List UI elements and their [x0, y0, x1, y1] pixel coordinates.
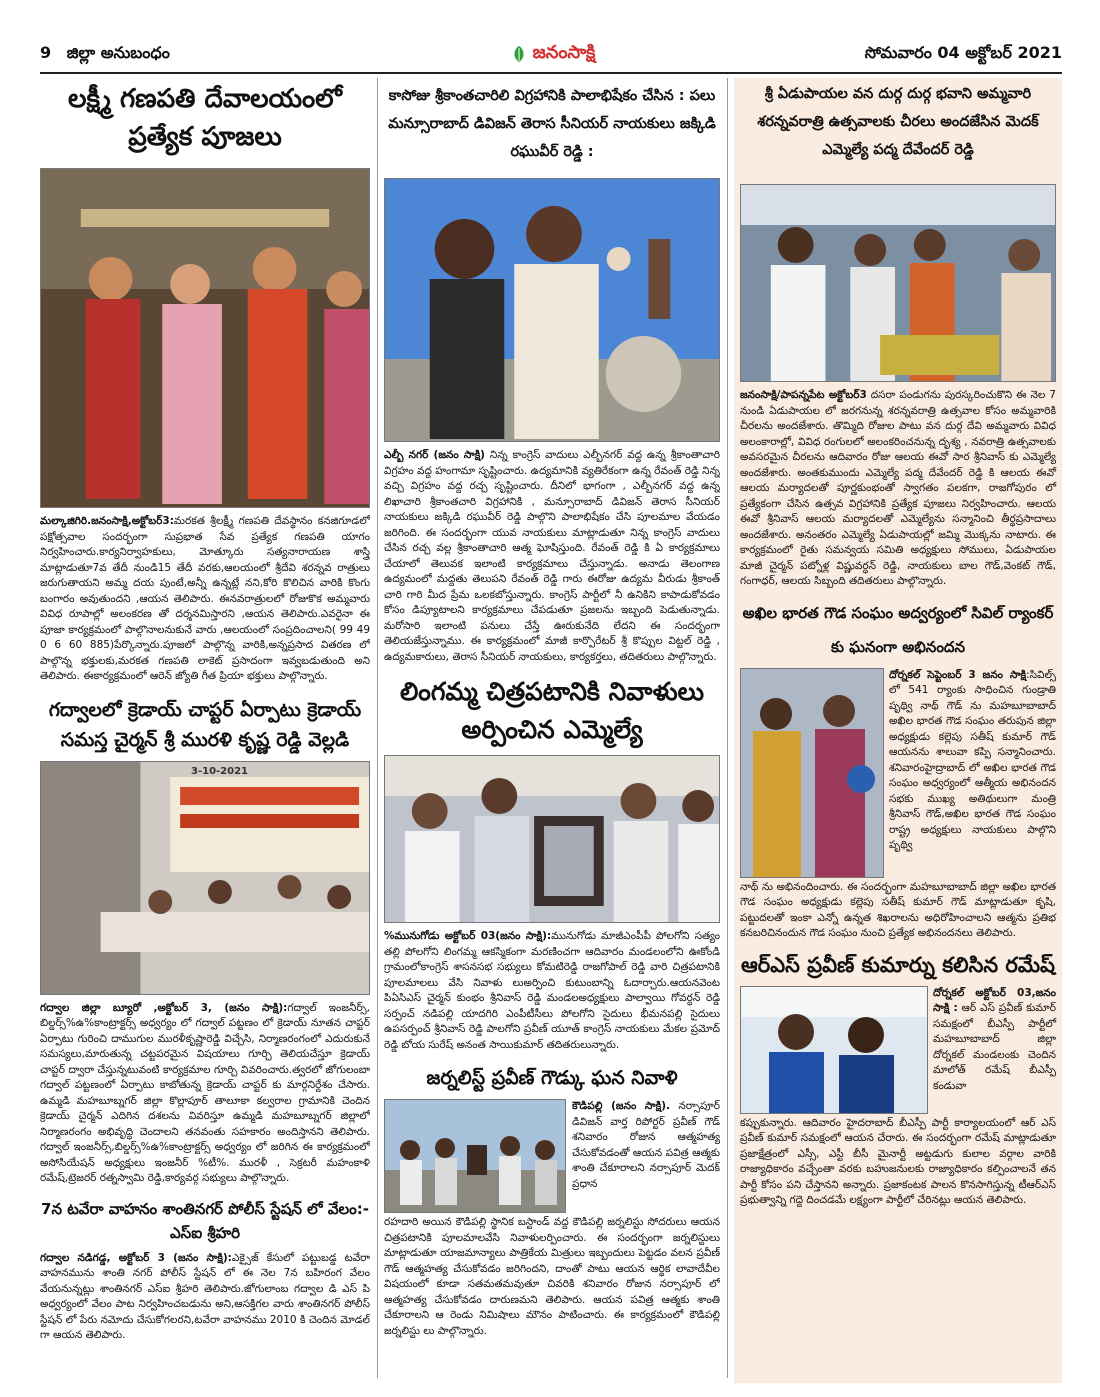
article-text: ఎక్సైజ్ కేసులో పట్టుబడ్డ టవేరా వాహనమును శాంతి నగర్ పోలీస్ స్టేషన్ లో ఈ నెల 7న బహిరంగ వేలం వేయనున్నట్లు శాంతినగర్ ఎస్ఐ శ్రీహరి తెలిపారు.జోగులాంబ గద్వాల డి ఎస్ పి అధ్వర్యంలో వేలం పాట నిర్వహించబడును అని,ఆసక్తిగల వారు శాంతినగర్ పోలీస్ స్టేషన్ లో పేరు నమోదు చేసుకోగలరని,టవేరా వాహనము 2010 కి చెందిన మోడల్ గా ఆయన తెలిపారు.: [40, 1251, 370, 1341]
article-text: నిన్న కాంగ్రెస్ వాదులు ఎల్బీనగర్ వద్ద ఉన్న శ్రీకాంతాచారి విగ్రహం వద్ద హంగామా సృష్టించారు. ఉద్యమానికి వ్యతిరేకంగా ఉన్న రేవంత్ రెడ్డి నిన్న వచ్చి విగ్రహం వద్ద రచ్చ సృష్టించారు. దీనిలో భాగంగా , ఎల్బీనగర్ వద్ద ఉన్న లిఖాచారి శ్రీకాంతచారి విగ్రహానికి , మన్సూరాబాద్ డివిజన్ తెరాస సీనియర్ నాయకులు జక్కిడి రఘువీర్ రెడ్డి పాల్గొని పాలాభిషేకం చేసి పూలమాల వేయడం జరిగింది. ఈ సందర్భంగా యువ నాయకులు మాట్లాడుతూ నిన్న కాంగ్రెస్ వాదులు చేసిన రచ్చ వల్ల శ్రీకాంతాచారి ఆత్మ ఘోషిస్తుంది. రేవంత్ రెడ్డి కి ఏ కార్యక్రమాలు చేయాలో తెలువక ఇలాంటి కార్యక్రమాలు చేస్తున్నాడు. అనాడు తెలంగాణ ఉద్యమంలో మద్దతు తెలుపని రేవంత్ రెడ్డి గారు ఈరోజు ఉద్యమ వీరుడు శ్రీకాంత్ చారి గారి మీద ప్రేమ ఒలకబోస్తున్నారు. కాంగ్రెస్ పార్టీలో నీ ఉనికిని కాపాడుకోవడం కోసం డిప్యూటాలని కార్యక్రమాలు చేపడుతూ ప్రజలను ఇబ్బంది పెడుతున్నాడు. మరోసారి ఇలాంటి పనులు చేస్తే ఊరుకునేది లేదని ఈ సందర్భంగా తెలియజేస్తున్నాము. ఈ కార్యక్రమంలో మాజీ కార్పొరేటర్ శ్రీ కొప్పుల విట్టల్ రెడ్డి , ఉద్యమకారులు, తెరాస సీనియర్ నాయకులు, కార్యకర్తలు, తదితరులు పాల్గొన్నారు.: [384, 449, 720, 663]
article-dateline: జనంసాక్షి/పాపన్నపేట అక్టోబర్3: [740, 389, 867, 401]
article-headline: ఆర్ఎస్ ప్రవీణ్ కుమార్ను కలిసిన రమేష్: [740, 952, 1056, 977]
column-right: [734, 78, 1062, 1383]
article-text: మునుగోడు మాజీఎంపీపీ పోలగోని సత్యం తల్లి పోలగోని లింగమ్మ ఆకస్మికంగా మరణించగా ఆదివారం మండలంలోని ఊకోండి గ్రామంలోకాంగ్రెస్ శాసనసభ సభ్యులు కోమటిరెడ్డి రాజగోపాల్ రెడ్డి వారి చిత్రపటానికి పూలమాలలు వేసి నివాళు లుఅర్పించి కుటుంబాన్ని ఓదార్చారు.ఆయనవెంట పిఏసిఎస్ చైర్మన్ కుంభం శ్రీనివాస్ రెడ్డి మండలఅధ్యక్షులు పాల్వాయి గోవర్ధన్ రెడ్డి సర్పంచ్ నడిపల్లి యాదగిరి ఎంపీటీసీలు పోలగోని సైదులు భీమనపల్లి సైదులు ఉపసర్పంచ్ శ్రీనివాస్ రెడ్డి పాలగోని ప్రవీణ్ యూత్ కాంగ్రెస్ నాయకులు మేకల ప్రమోద్ రెడ్డి బోయ సురేష్ అనంత సాయికుమార్ తదితరులున్నారు.: [384, 930, 720, 1051]
credai-meeting-photo: [40, 761, 370, 995]
article-body: [740, 1116, 1056, 1209]
article-headline: లక్ష్మీ గణపతి దేవాలయంలో ప్రత్యేక పూజలు: [68, 84, 342, 152]
page-number: 9: [40, 43, 52, 62]
paper-logo: [492, 38, 612, 70]
article-text: రహదారి అయిన కౌడిపల్లి స్థానిక బస్టాండ్ వద్ద కౌడిపల్లి జర్నలిస్టు సోదరులు ఆయన చిత్రపటానికి పూలమాలవేసి నివాళులర్పించారు. ఈ సందర్భంగా జర్నలిస్టులు మాట్లాడుతూ యాజమాన్యాలు పాత్రికేయ మిత్రులు ఇబ్బందులు పెట్టడం వలన ప్రవీణ్ గౌడ్ ఆత్మహత్య చేసుకోవడం జరిగిందని, దాంతో పాటు ఆయన ఆర్థిక లావాదేవీల విషయంలో కూడా సతమతమవుతూ చివరికి శనివారం రోజున నర్సాపూర్ లో ఆత్మహత్య చేసుకోవడం దారుణమని తెలిపారు. ఆయన పవిత్ర ఆత్మకు శాంతి చేకూరాలని ఆ రెండు నిమిషాలు మౌనం పాటించారు. ఈ కార్యక్రమంలో కౌడిపల్లి జర్నలిస్టు లు పాల్గొన్నారు.: [384, 1216, 720, 1337]
article-body: [384, 448, 720, 665]
article-text: మరకత శ్రీలక్ష్మీ గణపతి దేవస్థానం కనజిగూడలో పక్షోత్సవాల సందర్భంగా సుప్రభాత సేవ ప్రత్యేక గణపతి యాగం నిర్వహించారు.కార్యనిర్వాహకులు, మోత్కూరు సత్యనారాయణ శాస్త్రి మాట్లాడుతూ7వ తేదీ నుండి15 తేదీ వరకు,ఆలయంలో శ్రీదేవి శరన్నవ రాత్రులు జరుగుతాయని అమ్మ దయ పుంటే,అన్నీ ఉన్నట్లే నని,కోరి కొలిచిన వారికి కొంగు బంగారం అవుతుందని ,ఆయన తెలిపారు. ఈనవరాత్రులలో రోజుకొక అమ్మవారు వివిధ రూపాల్లో అలంకరణ తో దర్శనమిస్తారని ,ఆయన తెలిపారు.ఎవరైనా ఈ పూజా కార్యక్రమంలో పాల్గొనాలనుకునే వారు ,ఆలయంలో సంప్రదించాలని( 99 49 0 6 60 885)పేర్కొన్నారు.పూజలో పాల్గొన్న వారికి,అన్నప్రసాద వితరణ లో పాల్గొన్న భక్తులకు,మరకత గణపతి లాకెట్ ప్రసాదంగా ఇవ్వబడుతుంది అని తెలిపారు. ఈకార్యక్రమంలో ఆరెన్ జ్యోతి గీత ప్రియా భక్తులు పాల్గొన్నారు.: [40, 515, 370, 682]
masthead: [40, 40, 1062, 70]
journalists-tribute-photo: [384, 1099, 566, 1213]
article-block: [384, 1099, 720, 1213]
tribute-photo: [384, 755, 720, 923]
article-dateline: దోర్నకల్ సెప్టెంబర్ 3 జనం సాక్షి: [889, 668, 1027, 681]
column-divider: [377, 78, 378, 1378]
issue-date: సోమవారం 04 అక్టోబర్ 2021: [864, 43, 1062, 62]
article-headline: శ్రీ ఏడుపాయల వన దుర్గ దుర్గ భవాని అమ్మవారి శరన్నవరాత్రి ఉత్సవాలకు చీరలు అందజేసిన మెదక్ ఎమ్మెల్యే పద్మ దేవేందర్ రెడ్డి: [757, 86, 1039, 158]
article-text: గద్వాల్ ఇంజనీర్స్, బిల్డర్స్%ఉ%కాంట్రాక్టర్స్ అధ్వర్యం లో గద్వాల్ పట్టణం లో క్రెడాయ్ నూతన చాప్టర్ ఏర్పాటు గురించి దాముగుల మురళీకృష్ణారెడ్డి విచ్చేసి, నిర్మాణరంగంలో ఎదురుకునే సమస్యలు,మారుతున్న చట్టపరమైన విషయాలు గూర్చి తెలియచేస్తూ క్రెడాయ్ చాప్టర్ ద్వారా చేస్తున్నటువంటి కార్యక్రమాల గూర్చి వివరించారు.త్వరలో జోగులంబా గద్వాల్ పట్టణంలో ఏర్పాటు కాబోతున్న క్రెడాయ్ చాప్టర్ కు మార్గనిర్దేశం చేసారు. ఉమ్మడి మహబూబ్నగర్ జిల్లా కొల్లాపూర్ తాలూకా కల్వరాల గ్రామానికి చెందిన క్రెడాయ్ చైర్మన్ ఎదిగిన దశలను వివరిస్తూ ఉమ్మడి మహబూబ్నగర్ జిల్లాలో నిర్మాణరంగం అభివృద్ధి చెందాలని తనవంతు సహకారం అందిస్తానని తెలిపారు. గద్వాల్ ఇంజనీర్స్,బిల్డర్స్%ఉ%కాంట్రాక్టర్స్ అధ్వర్యం లో జరిగిన ఈ కార్యక్రమంలో అసోసియేషన్ అధ్యక్షులు ఇంజనీర్ %టీ%. మురళీ , సెక్రటరీ మహంకాళి రమేష్,ట్రెజరర్ రత్నస్వామి రెడ్డి,కార్యవర్గ సభ్యులు పాల్గొన్నారు.: [40, 1001, 370, 1184]
article-block: [740, 986, 1056, 1114]
article-text: నర్సాపూర్ డివిజన్ వార్త రిపోర్టర్ ప్రవీణ్ గౌడ్ శనివారం రోజున ఆత్మహత్య చేసుకోవడంతో ఆయన పవిత్ర ఆత్మకు శాంతి చేకూరాలని నర్సాపూర్ మెదక్ ప్రధాన: [572, 1100, 720, 1190]
article-body: [40, 514, 370, 685]
article-text: నాథ్ ను అభినందించారు. ఈ సందర్భంగా మహబూబాబాద్ జిల్లా అఖిల భారత గౌడ సంఘం అధ్యక్షుడు కల్లెపు సతీష్ కుమార్ గౌడ్ మాట్లాడుతూ కృషి, పట్టుదలతో ఇంకా ఎన్నో ఉన్నత శిఖరాలను అధిరోహించాలని ఆత్మను ప్రతిభ కనబరిచినందున గౌడ సంఘం నుంచి ప్రత్యేక అభినందనలు తెలిపారు.: [740, 880, 1056, 939]
civil-ranker-felicitation-photo: [740, 668, 884, 878]
article-headline: అఖిల భారత గౌడ సంఘం అద్వర్యంలో సివిల్ ర్యాంకర్ కు ఘనంగా అభినందన: [742, 603, 1054, 656]
article-dateline: గద్వాల జిల్లా బ్యూరో ,అక్టోబర్ 3, (జనం సాక్షి):: [40, 1001, 288, 1014]
article-dateline: కౌడిపల్లి (జనం సాక్షి).: [572, 1100, 671, 1112]
article-dateline: ఎల్బీ నగర్ (జనం సాక్షి): [384, 449, 485, 461]
column-left: [40, 78, 370, 1383]
article-headline: లింగమ్మ చిత్రపటానికి నివాళులు అర్పించిన ఎమ్మెల్యే: [400, 677, 704, 744]
article-body: [740, 880, 1056, 942]
paper-name: జనంసాక్షి: [532, 41, 596, 63]
article-headline: జర్నలిస్ట్ ప్రవీణ్ గౌడ్కు ఘన నివాళి: [426, 1067, 678, 1089]
party-joining-photo: [740, 986, 928, 1114]
article-headline: గద్వాలలో క్రెడాయ్ చాప్టర్ ఏర్పాటు క్రెడాయ్ సమస్త చైర్మన్ శ్రీ మురళి కృష్ణ రెడ్డి వెల్లడి: [48, 698, 362, 751]
page-section: [40, 43, 170, 66]
article-text: :సివిల్స్ లో 541 ర్యాంకు సాధించిన గుండ్రాతి పృథ్వి నాథ్ గౌడ్ ను మహబూబాబాద్ అఖిల భారత గౌడ సంఘం తరుపున జిల్లా అధ్యక్షుడు కల్లెపు సతీష్ కుమార్ గౌడ్ ఆయనను శాలువా కప్పి సన్మానించారు. శనివారంహైద్రాబాద్ లో అఖిల భారత గౌడ సంఘం అధ్వర్యంలో ఆత్మీయ అభినందన సభకు ముఖ్య అతిథులుగా మంత్రి శ్రీనివాస్ గౌడ్,అఖిల భారత గౌడ సంఘం రాష్ట్ర అధ్యక్షులు నాయకులు పాల్గొని పృథ్వి: [889, 668, 1056, 851]
article-headline: కాసోజు శ్రీకాంతచారిలి విగ్రహానికి పాలాభిషేకం చేసిన : పలు మన్సూరాబాద్ డివిజన్ తెరాస సీనియర్ నాయకులు జక్కిడి రఘువీర్ రెడ్డి :: [388, 88, 716, 160]
article-side-text: [566, 1099, 720, 1213]
article-block: [740, 668, 1056, 878]
statue-protest-photo: [384, 178, 720, 442]
article-body: [384, 1215, 720, 1339]
photo-date-banner: 3-10-2021: [191, 765, 249, 777]
article-side-text: [928, 986, 1056, 1114]
temple-puja-photo: [40, 168, 370, 508]
column-middle: [384, 78, 720, 1383]
section-name: జిల్లా అనుబంధం: [66, 43, 170, 62]
masthead-rule: [40, 72, 1062, 74]
column-divider: [727, 78, 728, 1378]
article-body: [740, 388, 1056, 590]
article-headline: 7న టవేరా వాహనం శాంతినగర్ పోలీస్ స్టేషన్ లో వేలం:-ఎస్ఐ శ్రీహరి: [41, 1199, 369, 1242]
article-body: [40, 1001, 370, 1187]
article-side-text: [884, 668, 1056, 878]
article-body: [40, 1251, 370, 1344]
temple-saree-photo: [740, 184, 1056, 382]
leaf-icon: [509, 44, 529, 64]
article-dateline: దోర్నకల్ అక్టోబర్ 03,జనం సాక్షి :: [933, 986, 1056, 1014]
article-dateline: %మునుగోడు అక్టోబర్ 03(జనం సాక్షి):: [384, 930, 552, 942]
article-dateline: మల్కాజిగిరి.జనంసాక్షి,అక్టోబర్3:: [40, 515, 174, 527]
article-text: ఆర్ ఎస్ ప్రవీణ్ కుమార్ సమక్షంలో బీఎస్పీ పార్టీలో మహబూబాబాద్ జిల్లా దోర్నకల్ మండలంకు చెందిన మాలోత్ రమేష్ బీఎస్పీ కండువా: [933, 1002, 1056, 1092]
article-body: [384, 929, 720, 1053]
article-text: దసరా పండుగను పురస్కరించుకొని ఈ నెల 7 నుండి ఏడుపాయల లో జరగనున్న శరన్నవరాత్రి ఉత్సవాల కోసం అమ్మవారికి చీరలను అందజేశారు. తొమ్మిది రోజుల పాటు వన దుర్గ దేవి అమ్మవారు వివిధ అలంకారాల్లో, వివిధ రంగులలో అలంకరించనున్న దృశ్య , నవరాత్రి ఉత్సవాలకు అవసరమైన చీరలను ఆదివారం రోజు ఆలయ ఈవో సార శ్రీనివాస్ కు ఎమ్మెల్యే అందజేశారు. అంతకుముందు ఎమ్మెల్యే పద్మ దేవేందర్ రెడ్డి కి ఆలయ ఈవో ఆలయ మర్యాదలతో పూర్ణకుంభంతో స్వాగతం పలకగా, రాజగోపురం లో ప్రత్యేకంగా చేసిన ఉత్సవ విగ్రహానికి ప్రత్యేక పూజలు నిర్వహించారు. ఆలయ ఈవో శ్రీనివాస్ ఆలయ మర్యాదలతో ఎమ్మెల్యేను సన్మానించి తీర్థప్రసాదాలు అందజేశారు. అనంతరం ఎమ్మెల్యే ఏడుపాయల్లో జమ్మి మొక్కను నాటారు. ఈ కార్యక్రమంలో రైతు సమన్వయ సమితి అధ్యక్షులు సోములు, ఏడుపాయల మాజీ చైర్మన్ పట్నోళ్ల విష్ణువర్ధన్ రెడ్డి, నాయకులు బాల గౌడ్,వెంకట్ గౌడ్, గంగాధర్, ఆలయ సిబ్బంది తదితరులు పాల్గొన్నారు.: [740, 389, 1056, 587]
article-text: కప్పుకున్నారు. ఆదివారం హైదరాబాద్ బీఎస్పీ పార్టీ కార్యాలయంలో ఆర్ ఎస్ ప్రవీణ్ కుమార్ సమక్షంలో ఆయన చేరారు. ఈ సందర్భంగా రమేష్ మాట్లాడుతూ ప్రజాక్షేత్రంలో ఎస్సీ, ఎస్టీ బీసీ మైనార్టీ అట్టడుగు కులాల వర్గాల వారికి రాజ్యాధికారం వచ్చేంతా వరకు బహుజనులకు రాజ్యాధికారం కల్పించాలనే తన పార్టీ కోసం పని చేస్తానని అన్నారు. ప్రజాకంటక పాలన కొనసాగిస్తున్న టీఆర్ఎస్ ప్రభుత్వాన్ని గద్దె దించడమే లక్ష్యంగా పార్టీలో చేరినట్లు ఆయన తెలిపారు.: [740, 1116, 1056, 1206]
article-dateline: గద్వాల నడిగడ్డ, అక్టోబర్ 3 (జనం సాక్షి):: [40, 1251, 232, 1264]
